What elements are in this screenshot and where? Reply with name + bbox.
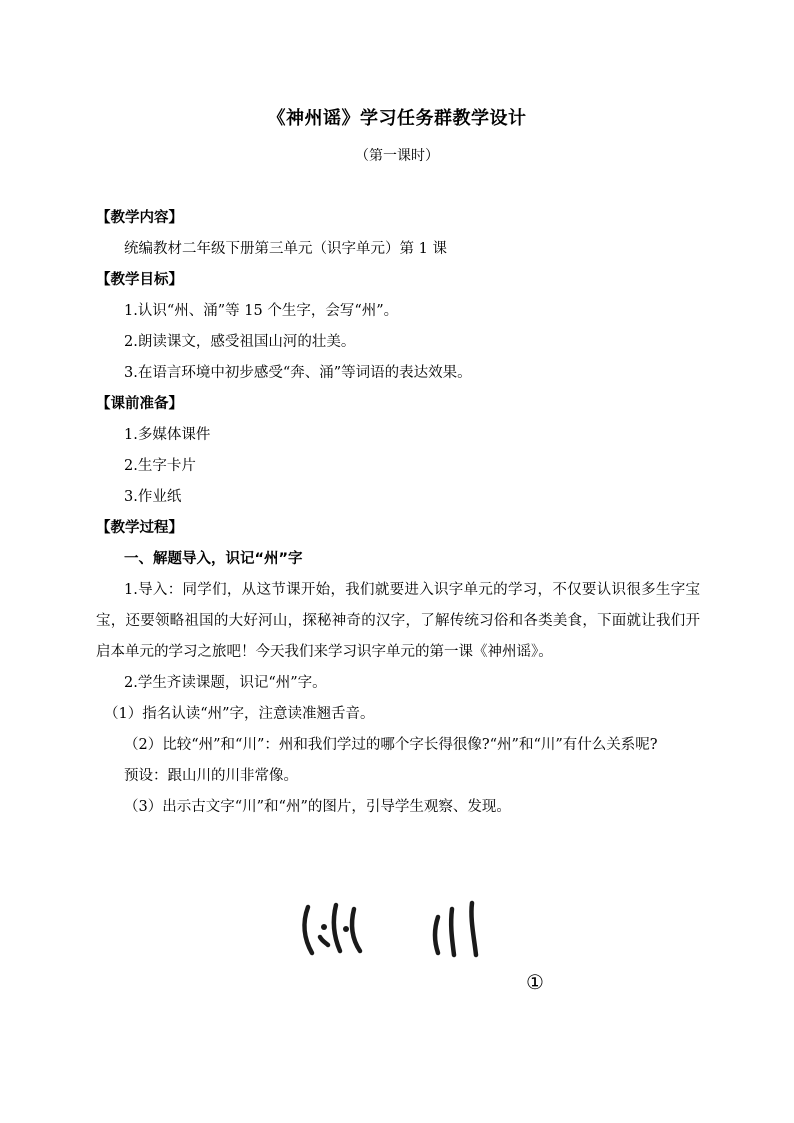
step1-heading: 一、解题导入，识记“州”字 bbox=[124, 551, 303, 567]
document-subtitle: （第一课时） bbox=[355, 148, 439, 164]
goal-item: 1.认识“州、涌”等 15 个生字，会写“州”。 bbox=[124, 303, 399, 319]
document-body bbox=[96, 203, 700, 823]
step1-paragraph-read: 2.学生齐读课题，识记“州”字。 bbox=[124, 675, 327, 691]
content-heading: 【教学内容】 bbox=[96, 210, 183, 226]
step1-paragraph-preset: 预设：跟山川的川非常像。 bbox=[124, 768, 298, 784]
content-text: 统编教材二年级下册第三单元（识字单元）第 1 课 bbox=[124, 241, 447, 257]
goal-item: 3.在语言环境中初步感受“奔、涌”等词语的表达效果。 bbox=[124, 365, 472, 381]
prep-item: 2.生字卡片 bbox=[124, 458, 196, 474]
goal-item: 2.朗读课文，感受祖国山河的壮美。 bbox=[124, 334, 356, 350]
ancient-characters-figure bbox=[290, 895, 520, 965]
figure-footnote-marker: ① bbox=[526, 970, 544, 994]
document-title: 《神州谣》学习任务群教学设计 bbox=[267, 108, 527, 129]
ancient-characters-image bbox=[290, 895, 520, 965]
step1-paragraph-recognize: （1）指名认读“州”字，注意读准翘舌音。 bbox=[104, 706, 375, 722]
goals-heading: 【教学目标】 bbox=[96, 272, 183, 288]
process-heading: 【教学过程】 bbox=[96, 520, 183, 536]
prep-item: 1.多媒体课件 bbox=[124, 427, 211, 443]
step1-paragraph-show: （3）出示古文字“川”和“州”的图片，引导学生观察、发现。 bbox=[124, 799, 511, 815]
step1-paragraph-compare: （2）比较“州”和“川”：州和我们学过的哪个字长得很像?“州”和“川”有什么关系呢? bbox=[124, 737, 658, 753]
prep-heading: 【课前准备】 bbox=[96, 396, 183, 412]
prep-item: 3.作业纸 bbox=[124, 489, 182, 505]
step1-paragraph-intro: 1.导入：同学们，从这节课开始，我们就要进入识字单元的学习，不仅要认识很多生字宝宝，还要领略祖国的大好河山，探秘神奇的汉字，了解传统习俗和各类美食，下面就让我们开启本单元的学习之旅吧！今天我们来学习识字单元的第一课《神州谣》。 bbox=[96, 582, 700, 660]
